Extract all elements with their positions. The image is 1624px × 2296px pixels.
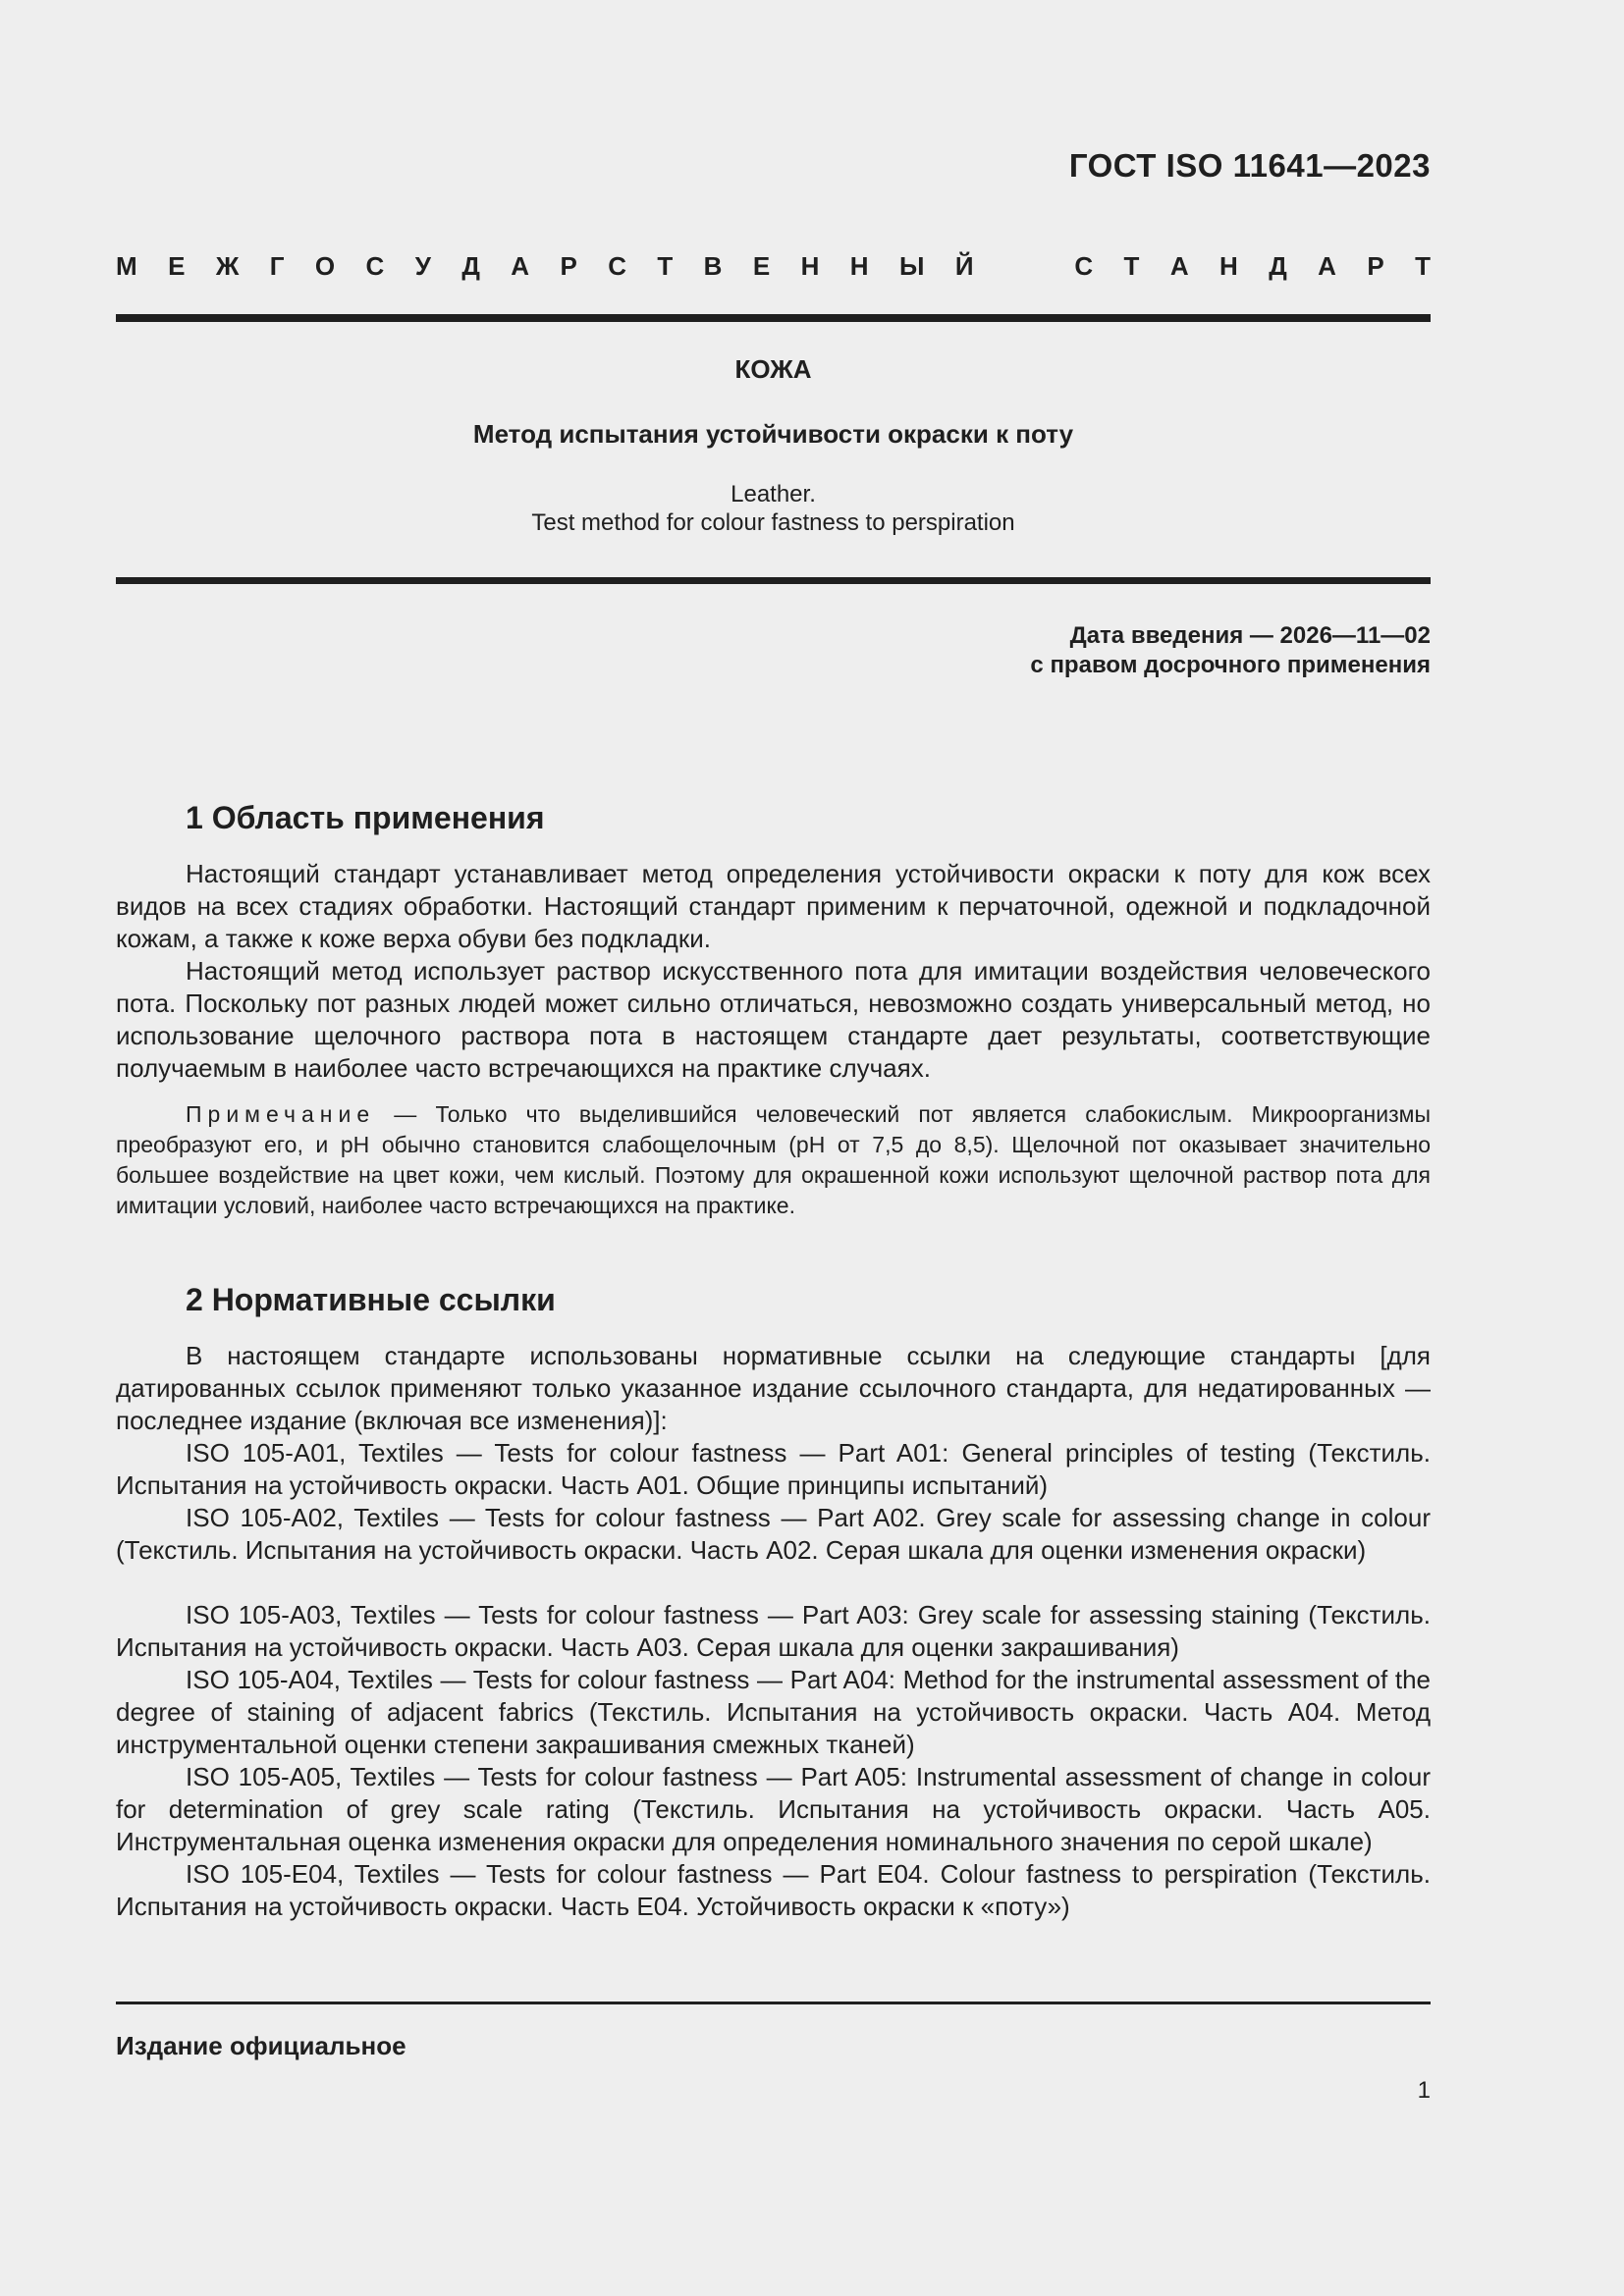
standard-type-letter: Ы (898, 251, 925, 281)
standard-type-letter: Н (849, 251, 869, 281)
reference-item: ISO 105-A02, Textiles — Tests for colour fastness — Part A02. Grey scale for assessing change in colour (Текстиль. Испытания на устойчивость окраски. Часть А02. Серая шкала для оценки изменения окраски) (116, 1503, 1431, 1565)
title-bottom-divider (116, 577, 1431, 584)
standard-type-letter: А (1318, 251, 1336, 281)
english-title-line2: Test method for colour fastness to perspiration (531, 509, 1015, 536)
official-edition-label: Издание официальное (116, 2031, 406, 2060)
standard-type-letter: У (414, 251, 431, 281)
section-2-heading: 2 Нормативные ссылки (186, 1282, 556, 1317)
standard-type-letter: О (314, 251, 336, 281)
standard-type-letter: Т (1415, 251, 1431, 281)
section-1-heading: 1 Область применения (186, 800, 545, 835)
standard-type-letter: Р (1367, 251, 1384, 281)
section-2-intro: В настоящем стандарте использованы нормативные ссылки на следующие стандарты [для датированных ссылок применяют только указанное издание ссылочного стандарта, для недатированных — последнее издание (включая все изменения)]: (116, 1341, 1431, 1435)
standard-type-letter: В (703, 251, 723, 281)
document-code: ГОСТ ISO 11641—2023 (1068, 147, 1431, 184)
introduction-date: Дата введения — 2026—11—02 (1069, 622, 1431, 649)
top-divider (116, 314, 1431, 322)
note-dash: — (375, 1101, 436, 1127)
standard-type-letter: С (1074, 251, 1094, 281)
standard-type-line (116, 251, 1431, 282)
standard-type-letter: С (365, 251, 385, 281)
note-text: Только что выделившийся человеческий пот является слабокислым. Микроорганизмы преобразуют его, и pH обычно становится слабощелочным (pH от 7,5 до 8,5). Щелочной пот оказывает значительно большее воздействие на цвет кожи, чем кислый. Поэтому для окрашенной кожи используют щелочной раствор пота для имитации условий, наиболее часто встречающихся на практике. (116, 1101, 1431, 1218)
introduction-date-block (1030, 621, 1431, 680)
reference-item: ISO 105-A04, Textiles — Tests for colour fastness — Part A04: Method for the instrumental assessment of the degree of staining of adjacent fabrics (Текстиль. Испытания на устойчивость окраски. Часть А04. Метод инструментальной оценки степени закрашивания смежных тканей) (116, 1665, 1431, 1759)
document-subtitle: Метод испытания устойчивости окраски к поту (472, 419, 1074, 449)
standard-type-letter: Д (1269, 251, 1287, 281)
standard-type-letter: Е (168, 251, 186, 281)
document-page (116, 0, 1431, 2296)
standard-type-letter: Р (560, 251, 577, 281)
english-title-line1: Leather. (731, 481, 816, 507)
reference-item: ISO 105-A05, Textiles — Tests for colour fastness — Part A05: Instrumental assessment of change in colour for determination of grey scale rating (Текстиль. Испытания на устойчивость окраски. Часть А05. Инструментальная оценка изменения окраски для определения номинального значения по серой шкале) (116, 1762, 1431, 1856)
standard-type-letter: Т (1123, 251, 1140, 281)
word-gap (1004, 251, 1044, 282)
standard-type-letter: М (116, 251, 137, 281)
standard-type-letter: А (511, 251, 530, 281)
reference-item: ISO 105-E04, Textiles — Tests for colour fastness — Part E04. Colour fastness to perspiration (Текстиль. Испытания на устойчивость окраски. Часть Е04. Устойчивость окраски к «поту») (116, 1859, 1431, 1921)
standard-type-letter: Е (752, 251, 771, 281)
standard-type-letter: С (608, 251, 626, 281)
footer-divider (116, 2002, 1431, 2004)
reference-item: ISO 105-A03, Textiles — Tests for colour fastness — Part A03: Grey scale for assessing staining (Текстиль. Испытания на устойчивость окраски. Часть А03. Серая шкала для оценки закрашивания) (116, 1600, 1431, 1662)
standard-type-letter: Ж (215, 251, 240, 281)
document-title: КОЖА (734, 354, 812, 384)
section-1-paragraph-1: Настоящий стандарт устанавливает метод определения устойчивости окраски к поту для кож всех видов на всех стадиях обработки. Настоящий стандарт применим к перчаточной, одежной и подкладочной кожам, а также к коже верха обуви без подкладки. (116, 859, 1431, 953)
standard-type-letter: Т (657, 251, 674, 281)
standard-type-letter: А (1169, 251, 1189, 281)
section-1-paragraph-2: Настоящий метод использует раствор искусственного пота для имитации воздействия человеческого пота. Поскольку пот разных людей может сильно отличаться, невозможно создать универсальный метод, но использование щелочного раствора пота в настоящем стандарте дает результаты, соответствующие получаемым в наиболее часто встречающихся на практике случаях. (116, 956, 1431, 1083)
standard-type-letter: Д (461, 251, 480, 281)
early-application-note: с правом досрочного применения (1030, 652, 1431, 678)
reference-item: ISO 105-A01, Textiles — Tests for colour fastness — Part A01: General principles of testing (Текстиль. Испытания на устойчивость окраски. Часть А01. Общие принципы испытаний) (116, 1438, 1431, 1500)
standard-type-letter: Г (269, 251, 285, 281)
standard-type-letter: Й (954, 251, 974, 281)
page-number: 1 (1417, 2077, 1431, 2104)
section-1-note (116, 1099, 1431, 1221)
standard-type-letter: Н (1219, 251, 1238, 281)
note-label: Примечание (186, 1101, 376, 1127)
standard-type-letter: Н (800, 251, 820, 281)
